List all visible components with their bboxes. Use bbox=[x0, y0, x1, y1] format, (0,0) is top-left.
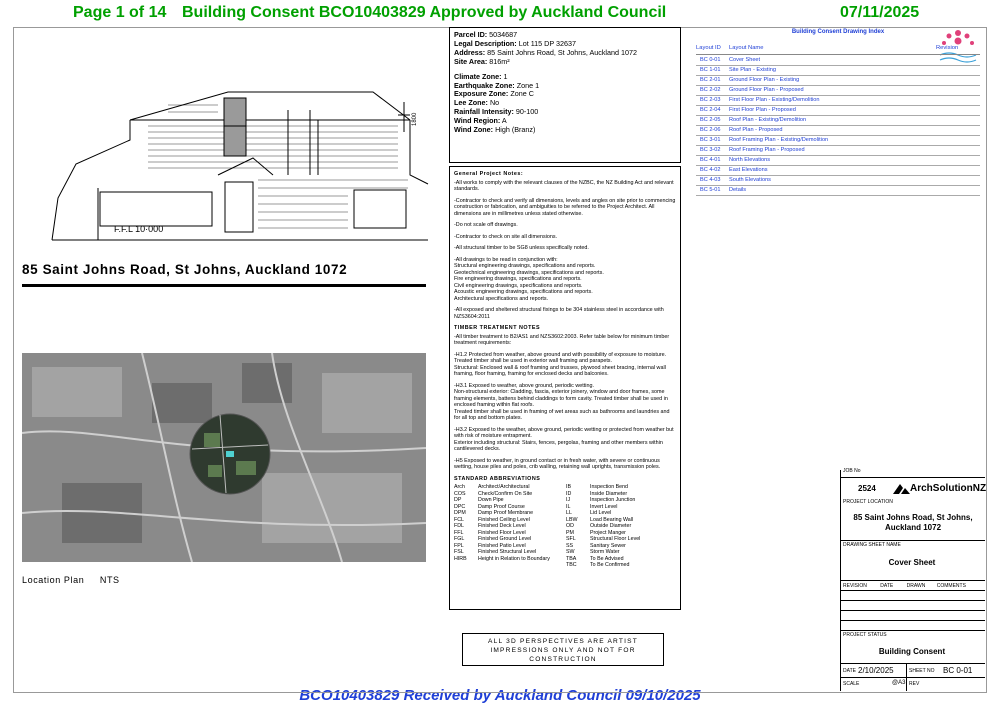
layout-id: BC 4-03 bbox=[700, 177, 721, 183]
company-logo-icon bbox=[893, 483, 911, 495]
col-layout-name: Layout Name bbox=[729, 45, 764, 51]
wind-zone-row: Wind Zone: High (Branz) bbox=[454, 125, 536, 135]
col-layout-id: Layout ID bbox=[696, 45, 721, 51]
wind-region-row: Wind Region: A bbox=[454, 116, 507, 126]
abbreviation-code: SS bbox=[566, 542, 574, 549]
parcel-id-row: Parcel ID: 5034687 bbox=[454, 30, 518, 39]
abbreviation-meaning: Inspection Bend bbox=[590, 484, 628, 490]
abbreviation-code: FGL bbox=[454, 536, 465, 542]
rev-col-revision: REVISION bbox=[843, 583, 867, 589]
abbreviation-meaning: Load Bearing Wall bbox=[590, 516, 634, 523]
layout-name: First Floor Plan - Existing/Demolition bbox=[729, 97, 820, 103]
abbreviation-code: DPC bbox=[454, 503, 466, 510]
rainfall-intensity-row: Rainfall Intensity: 90-100 bbox=[454, 107, 539, 117]
drawing-index-row bbox=[696, 185, 980, 196]
aerial-location-map bbox=[22, 353, 426, 562]
approval-date-stamp: 07/11/2025 bbox=[840, 4, 920, 21]
abbreviation-meaning: Finished Ground Level bbox=[478, 536, 532, 542]
abbreviation-code: ID bbox=[566, 490, 572, 497]
abbreviation-code: Arch bbox=[454, 484, 465, 490]
layout-id: BC 2-02 bbox=[700, 87, 721, 93]
abbreviation-meaning: Architect/Architectural bbox=[478, 484, 530, 490]
layout-name: Ground Floor Plan - Existing bbox=[729, 77, 800, 83]
abbreviation-code: IL bbox=[566, 503, 571, 510]
project-status: Building Consent bbox=[878, 647, 946, 656]
layout-name: North Elevations bbox=[729, 157, 771, 163]
general-notes-heading: General Project Notes: bbox=[454, 171, 524, 177]
date-label: DATE bbox=[843, 668, 856, 674]
layout-name: East Elevations bbox=[729, 167, 768, 173]
abbreviation-meaning: Sanitary Sewer bbox=[590, 542, 626, 549]
layout-name: Ground Floor Plan - Proposed bbox=[729, 87, 804, 93]
abbreviation-meaning: Inspection Junction bbox=[590, 497, 636, 503]
ffl-label: F.F.L 10·000 bbox=[114, 224, 164, 234]
abbreviation-code: IB bbox=[566, 484, 572, 490]
col-revision: Revision bbox=[936, 45, 959, 51]
layout-id: BC 4-02 bbox=[700, 167, 721, 173]
layout-id: BC 1-01 bbox=[700, 67, 721, 73]
sheet-no-label: SHEET NO bbox=[909, 668, 935, 674]
address-title: 85 Saint Johns Road, St Johns, Auckland 1072 bbox=[22, 262, 348, 277]
layout-id: BC 3-02 bbox=[700, 147, 721, 153]
company-name: ArchSolutionNZ bbox=[910, 483, 987, 494]
general-note: -All exposed and sheltered structural fixings to be 304 stainless steel in accordance with NZS3604:2011 bbox=[454, 307, 664, 320]
abbreviation-code bbox=[454, 562, 474, 569]
legal-description-row: Legal Description: Lot 115 DP 32637 bbox=[454, 38, 576, 48]
title-underline bbox=[22, 284, 426, 287]
climate-zone-row: Climate Zone: 1 bbox=[454, 71, 508, 81]
layout-name: South Elevations bbox=[729, 177, 771, 183]
abbreviation-meaning: Storm Water bbox=[590, 549, 620, 555]
drawing-index-header bbox=[696, 43, 980, 55]
rev-col-date: DATE bbox=[880, 583, 894, 589]
project-location: 85 Saint Johns Road, St Johns, Auckland 1072 bbox=[853, 513, 973, 532]
abbreviation-meaning: Finished Deck Level bbox=[478, 523, 526, 529]
abbreviation-code: SW bbox=[566, 549, 575, 555]
abbreviation-meaning: To Be Advised bbox=[590, 555, 624, 562]
abbreviation-code: IJ bbox=[566, 497, 571, 503]
abbreviation-code: FCL bbox=[454, 516, 465, 523]
abbreviation-code: PM bbox=[566, 529, 574, 536]
page-number-stamp: Page 1 of 14 bbox=[73, 4, 167, 21]
abbreviation-code: FDL bbox=[454, 523, 465, 529]
abbreviations-table bbox=[454, 484, 676, 569]
abbreviations-heading: STANDARD ABBREVIATIONS bbox=[454, 475, 541, 482]
abbreviation-code: TBC bbox=[566, 562, 577, 568]
height-dimension-label: 1800 bbox=[412, 112, 418, 126]
abbreviation-code: LL bbox=[566, 510, 572, 516]
abbreviation-code: HIRB bbox=[454, 555, 467, 562]
timber-note: -All timber treatment to B2/AS1 and NZS3602:2003. Refer table below for minimum timber treatment requirements: bbox=[454, 333, 670, 346]
abbreviation-code: COS bbox=[454, 490, 466, 497]
abbreviation-meaning: Finished Floor Level bbox=[478, 529, 526, 536]
abbreviation-meaning: To Be Confirmed bbox=[590, 562, 630, 568]
location-plan-scale: NTS bbox=[99, 575, 120, 585]
abbreviation-code: FPL bbox=[454, 542, 464, 549]
layout-name: Cover Sheet bbox=[729, 57, 761, 63]
job-no-label: JOB No bbox=[843, 468, 861, 474]
abbreviation-meaning: Check/Confirm On Site bbox=[478, 490, 533, 497]
abbreviation-meaning: Damp Proof Course bbox=[478, 503, 525, 510]
abbreviation-meaning: Lid Level bbox=[590, 510, 612, 516]
layout-id: BC 4-01 bbox=[700, 157, 721, 163]
site-area-row: Site Area: 816m² bbox=[454, 56, 510, 66]
layout-id: BC 0-01 bbox=[700, 57, 721, 63]
general-note: -Contractor to check and verify all dimensions, levels and angles on site prior to commencing construction or fabrication, and ambiguities to be referred to the Project Architect. All dimensions are in millimetres unless stated otherwise. bbox=[454, 197, 676, 217]
project-location-label: PROJECT LOCATION bbox=[843, 499, 893, 505]
abbreviation-code: TBA bbox=[566, 555, 577, 562]
abbreviation-code: DPM bbox=[454, 510, 466, 516]
abbreviation-meaning: Finished Patio Level bbox=[478, 542, 526, 549]
job-number: 2524 bbox=[858, 484, 876, 493]
sheet-name: Cover Sheet bbox=[888, 558, 936, 567]
timber-note: -H5 Exposed to weather, in ground contact or in fresh water, with severe or continuous wetting, house piles and poles, crib walling, retaining wall uprights, transmission poles. bbox=[454, 457, 661, 470]
abbreviation-meaning: Inside Diameter bbox=[590, 490, 628, 497]
abbreviation-meaning: Structural Floor Level bbox=[590, 536, 641, 542]
layout-name: Roof Framing Plan - Existing/Demolition bbox=[729, 137, 829, 143]
abbreviation-code: FFL bbox=[454, 529, 464, 536]
abbreviation-meaning: Invert Level bbox=[590, 503, 618, 510]
project-notes-box bbox=[449, 166, 681, 610]
rev-col-comments: COMMENTS bbox=[936, 583, 966, 589]
layout-name: Roof Plan - Existing/Demolition bbox=[729, 117, 807, 123]
layout-id: BC 2-01 bbox=[700, 77, 721, 83]
rev-col-drawn: DRAWN bbox=[906, 583, 926, 589]
abbreviation-meaning: Finished Ceiling Level bbox=[478, 516, 530, 523]
layout-name: Details bbox=[729, 187, 747, 193]
general-note: -Contractor to check on site all dimensions. bbox=[454, 233, 558, 240]
abbreviation-code: LBW bbox=[566, 516, 578, 523]
general-note: -Do not scale off drawings. bbox=[454, 222, 518, 228]
layout-id: BC 2-04 bbox=[700, 107, 721, 113]
earthquake-zone-row: Earthquake Zone: Zone 1 bbox=[454, 80, 540, 90]
revision-table-header bbox=[843, 583, 983, 589]
layout-id: BC 3-01 bbox=[700, 137, 721, 143]
project-status-label: PROJECT STATUS bbox=[843, 632, 887, 638]
rev-label: REV bbox=[909, 681, 920, 687]
sheet-name-label: DRAWING SHEET NAME bbox=[843, 542, 901, 548]
general-note: -All drawings to be read in conjunction with: Structural engineering drawings, specifications and reports. Geotechnical engineering drawings, specifications and reports. Fire engineering drawings, specifications and reports. Civil engineering drawings, specifications and reports. Acoustic engineering drawings, specifications and reports. Architectural specifications and reports. bbox=[454, 256, 604, 302]
approval-stamp: Building Consent BCO10403829 Approved by Auckland Council bbox=[182, 4, 667, 21]
drawing-date: 2/10/2025 bbox=[858, 666, 894, 675]
abbreviation-code: FSL bbox=[454, 549, 464, 555]
layout-name: First Floor Plan - Proposed bbox=[729, 107, 796, 113]
timber-note: -H1.2 Protected from weather, above ground and with possibility of exposure to moisture. Treated timber shall be used in exterior wall framing and parapets. Structural: Enclosed wall & roof framing and trusses, plywood sheet bracing, internal wall framing, floor framing, framing for enclosed decks and balconies. bbox=[454, 351, 667, 377]
scale-label: SCALE bbox=[843, 681, 860, 687]
drawing-scale: @A3 bbox=[892, 680, 906, 686]
lee-zone-row: Lee Zone: No bbox=[454, 98, 500, 108]
drawing-index-title: Building Consent Drawing Index bbox=[791, 29, 885, 35]
abbreviation-code: OD bbox=[566, 523, 574, 529]
perspective-disclaimer: ALL 3D PERSPECTIVES ARE ARTIST IMPRESSIONS ONLY AND NOT FOR CONSTRUCTION bbox=[462, 633, 664, 666]
timber-note: -H3.1 Exposed to weather, above ground, periodic wetting. Non-structural exterior: Cladding, fascia, exterior joinery, window and door frames, some framing elements, battens behind claddings to form cavity. Treated timber shall be used in enclosed framing within flat roofs. Treated timber shall be used in framing of wet areas such as bathrooms and laundries and for all top and bottom plates. bbox=[454, 382, 670, 421]
location-plan-title: Location Plan bbox=[22, 575, 85, 585]
received-stamp: BCO10403829 Received by Auckland Council 09/10/2025 bbox=[299, 687, 701, 704]
layout-id: BC 5-01 bbox=[700, 187, 721, 193]
abbreviation-meaning: Outside Diameter bbox=[590, 523, 632, 529]
abbreviation-meaning: Height in Relation to Boundary bbox=[478, 555, 550, 562]
layout-name: Roof Framing Plan - Proposed bbox=[729, 147, 805, 153]
exposure-zone-row: Exposure Zone: Zone C bbox=[454, 89, 534, 99]
layout-id: BC 2-06 bbox=[700, 127, 721, 133]
abbreviation-meaning: Damp Proof Membrane bbox=[478, 510, 534, 516]
abbreviation-code: DP bbox=[454, 497, 462, 503]
abbreviation-meaning: Project Manger bbox=[590, 529, 626, 536]
timber-note: -H3.2 Exposed to the weather, above ground, periodic wetting or protected from weather but with risk of moisture entrapment. Exterior including structural: Stairs, fences, pergolas, framing and other members within cantilevered decks. bbox=[454, 426, 674, 452]
timber-notes-heading: TIMBER TREATMENT NOTES bbox=[454, 325, 541, 331]
layout-name: Roof Plan - Proposed bbox=[729, 127, 783, 133]
abbreviation-code: SFL bbox=[566, 536, 576, 542]
layout-name: Site Plan - Existing bbox=[729, 67, 776, 73]
location-plan-label bbox=[22, 575, 120, 585]
general-note: -All works to comply with the relevant clauses of the NZBC, the NZ Building Act and relevant standards. bbox=[454, 179, 674, 192]
sheet-number: BC 0-01 bbox=[943, 666, 973, 675]
house-elevation-drawing bbox=[18, 80, 438, 258]
general-note: -All structural timber to be SG8 unless specifically noted. bbox=[454, 245, 589, 251]
abbreviation-meaning: Down Pipe bbox=[478, 497, 504, 503]
layout-id: BC 2-03 bbox=[700, 97, 721, 103]
address-row: Address: 85 Saint Johns Road, St Johns, Auckland 1072 bbox=[454, 47, 637, 57]
site-info-box bbox=[449, 27, 681, 163]
abbreviation-meaning bbox=[478, 562, 562, 569]
abbreviation-meaning: Finished Structural Level bbox=[478, 549, 537, 555]
layout-id: BC 2-05 bbox=[700, 117, 721, 123]
